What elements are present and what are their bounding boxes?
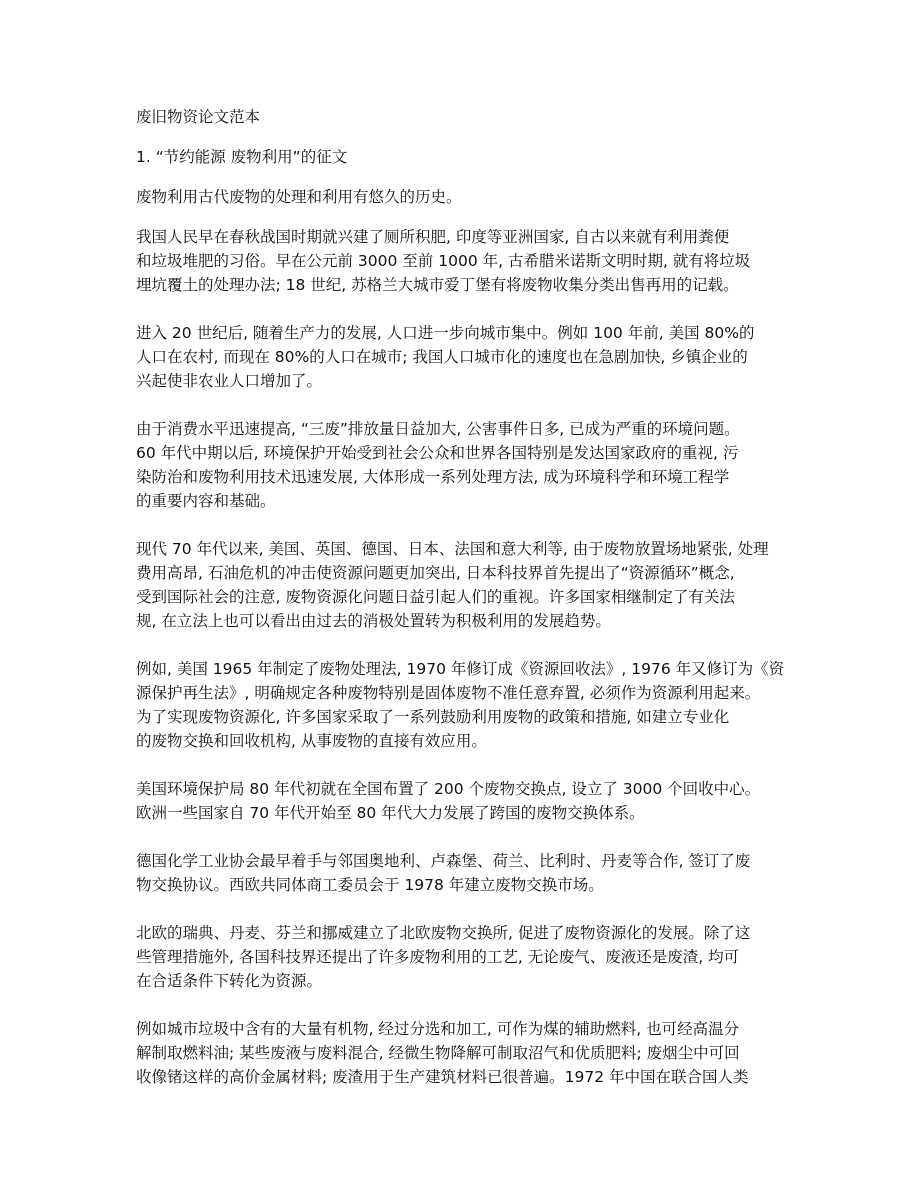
text-line: 例如, 美国 1965 年制定了废物处理法, 1970 年修订成《资源回收法》, 1976 年又修订为《资: [136, 660, 785, 678]
text-line: 兴起使非农业人口增加了。: [136, 372, 323, 390]
text-line: 为了实现废物资源化, 许多国家采取了一系列鼓励利用废物的政策和措施, 如建立专业化: [136, 708, 730, 726]
paragraph: [136, 921, 796, 993]
paragraph: [136, 1017, 796, 1089]
text-line: 人口在农村, 而现在 80%的人口在城市; 我国人口城市化的速度也在急剧加快, 乡镇企业的: [136, 348, 748, 366]
paragraph: [136, 321, 796, 393]
text-line: 费用高昂, 石油危机的冲击使资源问题更加突出, 日本科技界首先提出了“资源循环”概念,: [136, 564, 735, 582]
text-line: 例如城市垃圾中含有的大量有机物, 经过分选和加工, 可作为煤的辅助燃料, 也可经高温分: [136, 1020, 740, 1038]
text-line: 的重要内容和基础。: [136, 492, 276, 510]
text-line: 解制取燃料油; 某些废液与废料混合, 经微生物降解可制取沼气和优质肥料; 废烟尘中可回: [136, 1044, 740, 1062]
text-line: 的废物交换和回收机构, 从事废物的直接有效应用。: [136, 732, 487, 750]
paragraph: [136, 417, 796, 513]
text-line: 源保护再生法》, 明确规定各种废物特别是固体废物不准任意弃置, 必须作为资源利用起来。: [136, 684, 761, 702]
text-line: 进入 20 世纪后, 随着生产力的发展, 人口进一步向城市集中。例如 100 年前, 美国 80%的: [136, 324, 755, 342]
text-line: 德国化学工业协会最早着手与邻国奥地利、卢森堡、荷兰、比利时、丹麦等合作, 签订了废: [136, 852, 751, 870]
text-line: 收像锗这样的高价金属材料; 废渣用于生产建筑材料已很普遍。1972 年中国在联合国人类: [136, 1068, 749, 1086]
text-line: 美国环境保护局 80 年代初就在全国布置了 200 个废物交换点, 设立了 3000 个回收中心。: [136, 780, 761, 798]
text-line: 我国人民早在春秋战国时期就兴建了厕所积肥, 印度等亚洲国家, 自古以来就有利用粪便: [136, 228, 730, 246]
document-body: [136, 105, 796, 1113]
text-line: 现代 70 年代以来, 美国、英国、德国、日本、法国和意大利等, 由于废物放置场地紧张, 处理: [136, 540, 769, 558]
paragraph: [136, 225, 796, 297]
intro-paragraph: 废物利用古代废物的处理和利用有悠久的历史。: [136, 188, 462, 206]
text-line: 由于消费水平迅速提高, “三废”排放量日益加大, 公害事件日多, 已成为严重的环境问题。: [136, 420, 740, 438]
text-line: 受到国际社会的注意, 废物资源化问题日益引起人们的重视。许多国家相继制定了有关法: [136, 588, 735, 606]
text-line: 在合适条件下转化为资源。: [136, 972, 323, 990]
paragraph: [136, 537, 796, 633]
text-line: 埋坑覆土的处理办法; 18 世纪, 苏格兰大城市爱丁堡有将废物收集分类出售再用的记载。: [136, 276, 739, 294]
text-line: 和垃圾堆肥的习俗。早在公元前 3000 至前 1000 年, 古希腊米诺斯文明时期, 就有将垃圾: [136, 252, 751, 270]
text-line: 物交换协议。西欧共同体商工委员会于 1978 年建立废物交换市场。: [136, 876, 604, 894]
text-line: 欧洲一些国家自 70 年代开始至 80 年代大力发展了跨国的废物交换体系。: [136, 804, 645, 822]
document-title: 废旧物资论文范本: [136, 108, 261, 126]
paragraph: [136, 657, 796, 753]
text-line: 染防治和废物利用技术迅速发展, 大体形成一系列处理方法, 成为环境科学和环境工程学: [136, 468, 730, 486]
section-heading: 1. “节约能源 废物利用”的征文: [136, 148, 348, 166]
text-line: 北欧的瑞典、丹麦、芬兰和挪威建立了北欧废物交换所, 促进了废物资源化的发展。除了这: [136, 924, 751, 942]
paragraph: [136, 849, 796, 897]
text-line: 60 年代中期以后, 环境保护开始受到社会公众和世界各国特别是发达国家政府的重视, 污: [136, 444, 739, 462]
text-line: 些管理措施外, 各国科技界还提出了许多废物利用的工艺, 无论废气、废液还是废渣, 均可: [136, 948, 740, 966]
paragraph: [136, 777, 796, 825]
text-line: 规, 在立法上也可以看出由过去的消极处置转为积极利用的发展趋势。: [136, 612, 611, 630]
